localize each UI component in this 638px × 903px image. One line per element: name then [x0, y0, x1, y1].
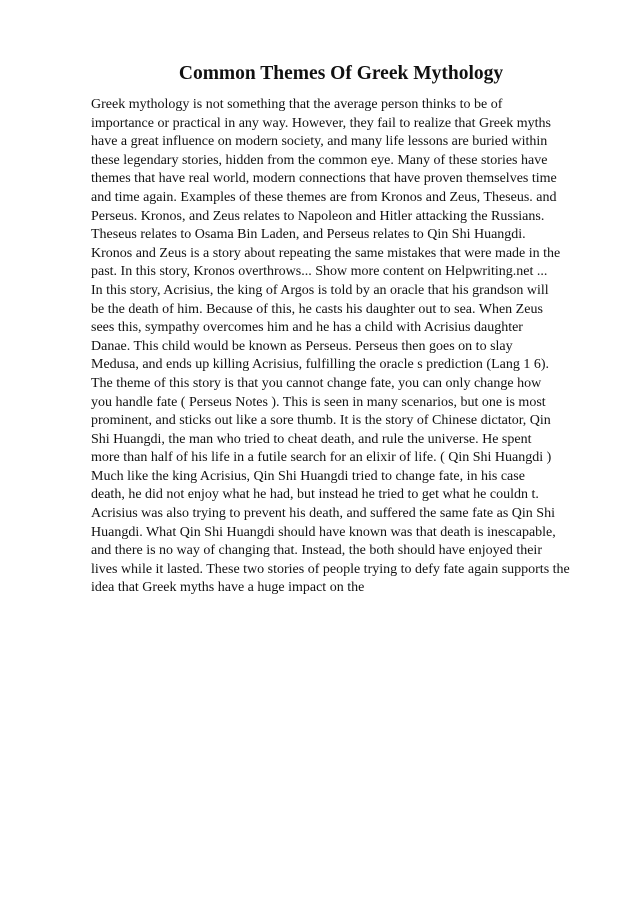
text-line: Shi Huangdi, the man who tried to cheat death, and rule the universe. He spent [91, 431, 532, 447]
essay-body [91, 96, 611, 598]
text-line: and time again. Examples of these themes are from Kronos and Zeus, Theseus. and [91, 189, 557, 205]
text-line: more than half of his life in a futile search for an elixir of life. ( Qin Shi Huangdi ) [91, 450, 552, 466]
text-line: Medusa, and ends up killing Acrisius, fulfilling the oracle s prediction (Lang 1 6). [91, 357, 550, 373]
text-line: themes that have real world, modern connections that have proven themselves time [91, 171, 557, 187]
text-line: you handle fate ( Perseus Notes ). This is seen in many scenarios, but one is most [91, 394, 546, 410]
text-line: Acrisius was also trying to prevent his death, and suffered the same fate as Qin Shi [91, 506, 555, 522]
text-line: past. In this story, Kronos overthrows... Show more content on Helpwriting.net ... [91, 264, 548, 280]
text-line: lives while it lasted. These two stories of people trying to defy fate again supports the [91, 561, 570, 577]
text-line: In this story, Acrisius, the king of Argos is told by an oracle that his grandson will [91, 282, 549, 298]
text-line: The theme of this story is that you cannot change fate, you can only change how [91, 375, 542, 391]
text-line: importance or practical in any way. However, they fail to realize that Greek myths [91, 115, 551, 131]
document-title: Common Themes Of Greek Mythology [178, 63, 504, 84]
text-line: Huangdi. What Qin Shi Huangdi should have known was that death is inescapable, [91, 524, 556, 540]
text-line: Danae. This child would be known as Perseus. Perseus then goes on to slay [91, 338, 513, 354]
text-line: death, he did not enjoy what he had, but instead he tried to get what he couldn t. [91, 487, 539, 503]
text-line: prominent, and sticks out like a sore thumb. It is the story of Chinese dictator, Qin [91, 413, 551, 429]
text-line: these legendary stories, hidden from the common eye. Many of these stories have [91, 152, 548, 168]
text-line: Perseus. Kronos, and Zeus relates to Napoleon and Hitler attacking the Russians. [91, 208, 545, 224]
text-line: and there is no way of changing that. Instead, the both should have enjoyed their [91, 543, 542, 559]
text-line: have a great influence on modern society, and many life lessons are buried within [91, 134, 548, 150]
text-line: Kronos and Zeus is a story about repeating the same mistakes that were made in the [91, 245, 561, 261]
text-line: be the death of him. Because of this, he casts his daughter out to sea. When Zeus [91, 301, 543, 317]
text-line: sees this, sympathy overcomes him and he has a child with Acrisius daughter [91, 320, 523, 336]
text-line: idea that Greek myths have a huge impact on the [91, 580, 365, 596]
text-line: Greek mythology is not something that the average person thinks to be of [91, 97, 503, 112]
text-line: Much like the king Acrisius, Qin Shi Huangdi tried to change fate, in his case [91, 468, 525, 484]
text-line: Theseus relates to Osama Bin Laden, and Perseus relates to Qin Shi Huangdi. [91, 227, 526, 243]
